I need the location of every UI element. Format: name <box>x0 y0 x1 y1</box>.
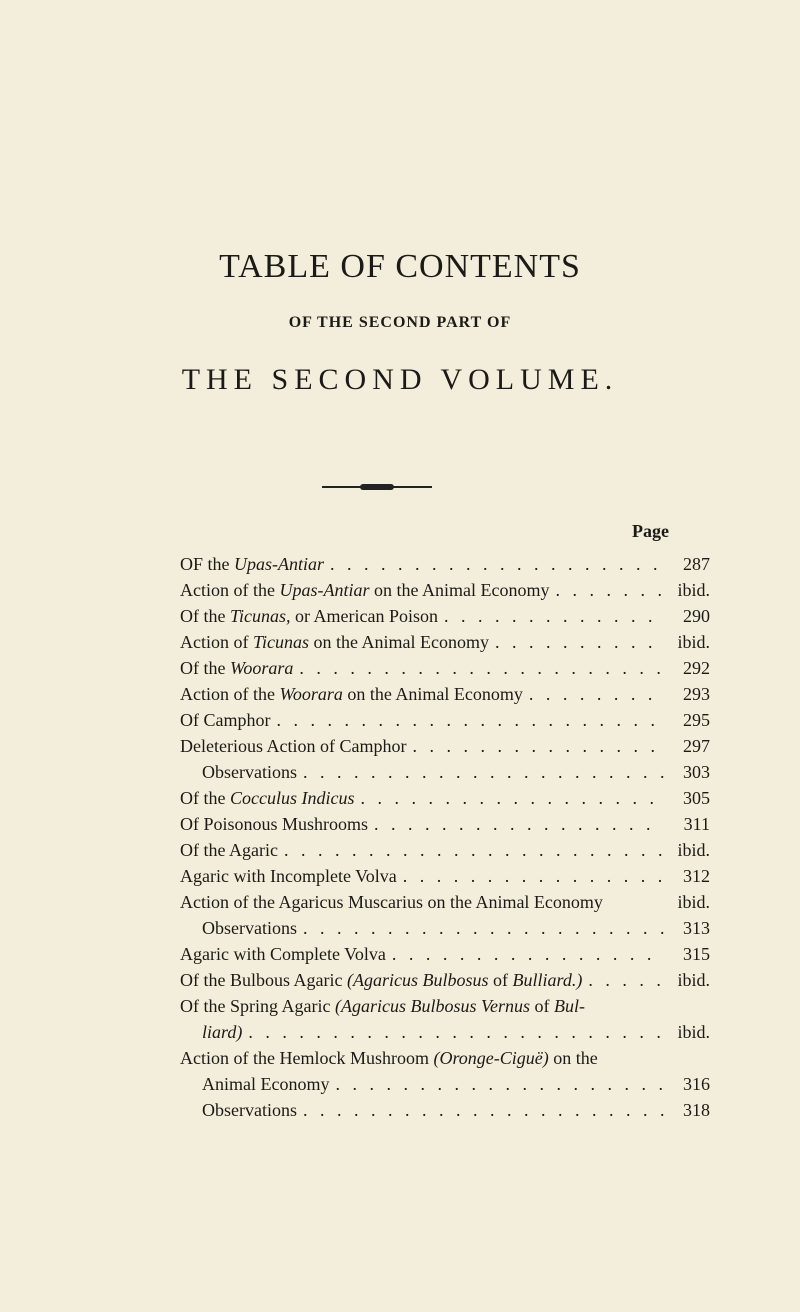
toc-entry <box>180 918 710 944</box>
toc-entry-label <box>180 892 603 913</box>
toc-entry-label-italic: Cocculus Indicus <box>229 788 355 808</box>
toc-entry-label-text: Agaric with Complete Volva <box>180 944 386 964</box>
toc-entry-label <box>180 814 368 835</box>
toc-entry-label-text: Agaric with Incomplete Volva <box>180 866 397 886</box>
toc-entry <box>180 554 710 580</box>
toc-entry <box>180 762 710 788</box>
dot-leader <box>297 918 664 939</box>
toc-entry-page: 316 <box>683 1074 710 1094</box>
toc-entry-label <box>202 762 297 783</box>
toc-entry <box>180 788 710 814</box>
toc-entry-label <box>180 606 438 627</box>
toc-entry-label-text: on the Animal Economy <box>342 684 523 704</box>
dot-leader <box>293 658 664 679</box>
toc-entry-page: ibid. <box>677 1022 710 1042</box>
page-subtitle: OF THE SECOND PART OF <box>288 314 512 331</box>
toc-entry-label <box>180 736 406 757</box>
toc-entry-label-italic: liard) <box>202 1022 243 1042</box>
toc-entry-page: 293 <box>683 684 710 704</box>
toc-entry-label-text: Of the <box>180 606 230 626</box>
toc-entry <box>180 710 710 736</box>
toc-entry-label-text: Of the Agaric <box>180 840 278 860</box>
toc-entry-label <box>180 684 523 705</box>
toc-entry-label-text: Of Camphor <box>180 710 271 730</box>
toc-entry-label-text: or American Poison <box>290 606 438 626</box>
toc-entry-page: ibid. <box>677 970 710 990</box>
toc-entry-label-text: Animal Economy <box>202 1074 330 1094</box>
volume-title: THE SECOND VOLUME. <box>181 363 619 396</box>
toc-entry-label <box>202 1022 242 1043</box>
toc-entry-page: 312 <box>683 866 710 886</box>
toc-entry-label-italic: Bulliard.) <box>512 970 583 990</box>
toc-entry-page: ibid. <box>677 632 710 652</box>
toc-entry-label-italic: Bul- <box>553 996 585 1016</box>
toc-entry-label-text: Action of the <box>180 580 280 600</box>
toc-entry-label <box>180 866 397 887</box>
toc-entry-label-text: on the Animal Economy <box>309 632 489 652</box>
toc-entry-label <box>180 788 354 809</box>
toc-entry-page: 290 <box>683 606 710 626</box>
toc-entry-label <box>180 658 293 679</box>
toc-entry-page: ibid. <box>677 892 710 912</box>
toc-entry-label-text: Action of the Agaricus Muscarius on the Animal Economy <box>180 892 603 912</box>
toc-entry-page: 318 <box>683 1100 710 1120</box>
toc-entry-label-text: Observations <box>202 762 297 782</box>
toc-entry-label-text: Of the <box>180 658 230 678</box>
toc-entry-label <box>180 580 549 601</box>
toc-entry-label <box>180 1048 598 1069</box>
toc-entry-label <box>202 918 297 939</box>
toc-entry-label <box>180 632 489 653</box>
dot-leader <box>270 710 664 731</box>
toc-entry-page: 287 <box>683 554 710 574</box>
toc-entry-label-text: Observations <box>202 1100 297 1120</box>
toc-entry-label-italic: Ticunas <box>252 632 309 652</box>
toc-entry-label-text: Of Poisonous Mushrooms <box>180 814 369 834</box>
toc-entry <box>180 944 710 970</box>
toc-entry-label-text: of <box>488 970 513 990</box>
toc-entry-label-italic: Upas-Antiar <box>234 554 324 574</box>
dot-leader <box>406 736 664 757</box>
toc-entry-label-text: Observations <box>202 918 297 938</box>
toc-entry-label-text: Deleterious Action of Camphor <box>180 736 407 756</box>
toc-entry <box>180 1022 710 1048</box>
toc-entry <box>180 1100 710 1126</box>
ornamental-rule <box>322 486 432 488</box>
toc-entry-page: 295 <box>683 710 710 730</box>
toc-entry-label-text: Of the Bulbous Agaric <box>180 970 347 990</box>
toc-entry <box>180 632 710 658</box>
toc-entry <box>180 1074 710 1100</box>
dot-leader <box>242 1022 664 1043</box>
toc-entry-label-italic: Woorara <box>229 658 294 678</box>
dot-leader <box>438 606 664 627</box>
toc-entry-page: 303 <box>683 762 710 782</box>
toc-entry <box>180 892 710 918</box>
dot-leader <box>386 944 664 965</box>
toc-entry <box>180 736 710 762</box>
toc-entry-label-text: Of the <box>180 788 230 808</box>
toc-entry-label <box>180 710 270 731</box>
toc-entry-label-text: OF the <box>180 554 234 574</box>
toc-entry-label-text: on the <box>548 1048 598 1068</box>
page-column-header: Page <box>632 521 669 541</box>
toc-entry-label-text: Action of <box>180 632 253 652</box>
toc-entry-label <box>202 1100 297 1121</box>
toc-entry-label-italic: (Agaricus Bulbosus Vernus <box>334 996 530 1016</box>
toc-entry <box>180 970 710 996</box>
toc-entry <box>180 1048 710 1074</box>
toc-entry-page: ibid. <box>677 840 710 860</box>
toc-entry-page: 305 <box>683 788 710 808</box>
toc-entry-label-text: Action of the Hemlock Mushroom <box>180 1048 434 1068</box>
toc-entry-label-italic: Ticunas, <box>229 606 291 626</box>
toc-entry-label <box>180 970 582 991</box>
toc-entry-label-text: Action of the <box>180 684 280 704</box>
page-title: TABLE OF CONTENTS <box>219 248 581 285</box>
toc-entry-page: 315 <box>683 944 710 964</box>
toc-entry-label <box>180 840 278 861</box>
toc-entry-label-text: on the Animal Economy <box>369 580 550 600</box>
toc-entry-label-italic: (Oronge-Ciguë) <box>433 1048 549 1068</box>
toc-entry-label <box>180 944 386 965</box>
toc-entry <box>180 684 710 710</box>
dot-leader <box>329 1074 664 1095</box>
dot-leader <box>368 814 664 835</box>
toc-entry <box>180 814 710 840</box>
toc-entry-label <box>180 996 585 1017</box>
toc-entry-page: 311 <box>683 814 710 834</box>
dot-leader <box>397 866 664 887</box>
toc-entry-label <box>202 1074 329 1095</box>
dot-leader <box>549 580 664 601</box>
dot-leader <box>324 554 664 575</box>
toc-entry <box>180 866 710 892</box>
table-of-contents <box>180 554 710 1126</box>
toc-entry-label-text: Of the Spring Agaric <box>180 996 335 1016</box>
toc-entry <box>180 840 710 866</box>
toc-entry-label-italic: Woorara <box>279 684 343 704</box>
dot-leader <box>297 1100 664 1121</box>
toc-entry-label-italic: (Agaricus Bulbosus <box>346 970 489 990</box>
toc-entry-page: 297 <box>683 736 710 756</box>
toc-entry-page: 292 <box>683 658 710 678</box>
toc-entry <box>180 606 710 632</box>
dot-leader <box>489 632 664 653</box>
dot-leader <box>354 788 664 809</box>
toc-entry-page: 313 <box>683 918 710 938</box>
toc-entry-label <box>180 554 324 575</box>
dot-leader <box>582 970 664 991</box>
toc-entry-label-italic: Upas-Antiar <box>279 580 370 600</box>
toc-entry-label-text: of <box>529 996 554 1016</box>
dot-leader <box>278 840 664 861</box>
dot-leader <box>297 762 664 783</box>
dot-leader <box>523 684 664 705</box>
toc-entry <box>180 996 710 1022</box>
toc-entry-page: ibid. <box>677 580 710 600</box>
toc-entry <box>180 580 710 606</box>
toc-entry <box>180 658 710 684</box>
